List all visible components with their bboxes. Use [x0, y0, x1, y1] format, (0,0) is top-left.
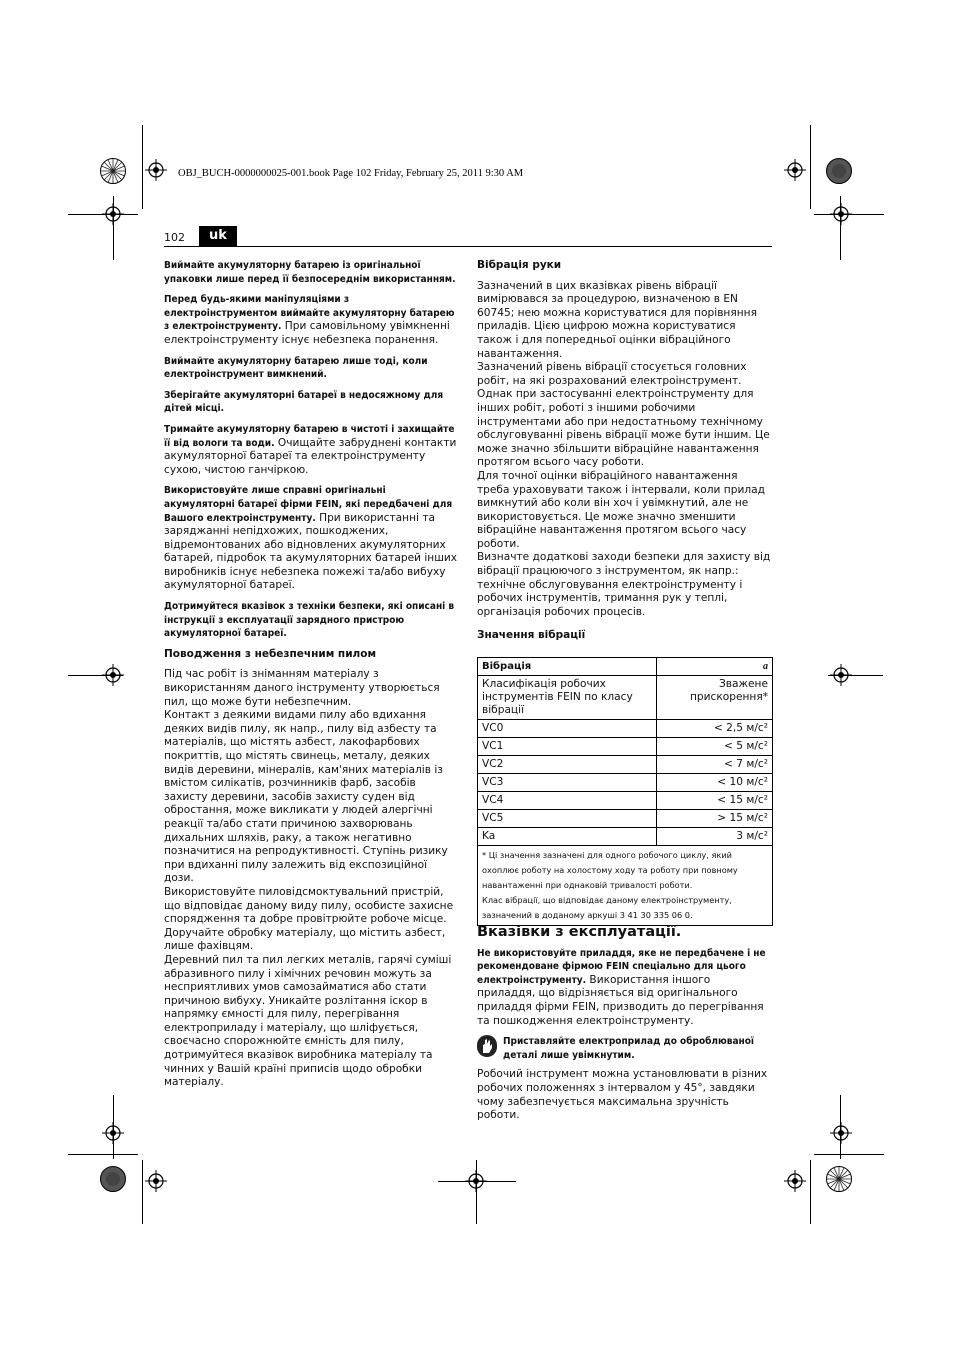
table-cell: VC4 [478, 792, 657, 810]
registration-mark-icon [145, 1170, 167, 1192]
footnote-text: Клас вібрації, що відповідає даному електроінструменту, зазначений в доданому аркуші 3 41 30 335 06 0. [482, 895, 732, 921]
table-cell: Класифікація робочих інструментів FEIN по класу вібрації [478, 676, 657, 720]
footnote-text: * Ці значення зазначені для одного робочого циклу, який охоплює роботу на холостому ходу та роботу при повному навантаженні при однаковій тривалості роботи. [482, 850, 738, 891]
safety-paragraph: Тримайте акумуляторну батарею в чистоті і захищайте її від вологи та води. Очищайте забруднені контакти акумуляторної батареї та електроінструменту сухою, чистою ганчіркою. [164, 423, 457, 476]
table-cell: < 10 м/с² [657, 774, 773, 792]
hand-attention-icon [477, 1035, 497, 1057]
page-number: 102 [164, 231, 185, 244]
table-row [478, 828, 773, 846]
attention-note [477, 1035, 771, 1062]
language-badge: uk [199, 226, 237, 246]
safety-paragraph: Використовуйте лише справні оригінальні акумуляторні батареї фірми FEIN, які передбачені для Вашого електроінструменту. При використанні та заряджанні непідхожих, пошкоджених, відремонтованих або відновлених акумуляторних батарей, підробок та акумуляторних батарей інших виробників існує небезпека пожежі та/або вибуху акумуляторної батареї. [164, 485, 458, 592]
color-rosette-icon [826, 1166, 852, 1192]
safety-paragraph: Перед будь-якими маніпуляціями з електроінструментом виймайте акумуляторну батарею з електроінструменту. При самовільному увімкненні електроінструменту існує небезпека поранення. [164, 294, 455, 346]
attention-text: Приставляйте електроприлад до оброблюваної деталі лише увімкнутим. [503, 1036, 754, 1061]
table-header-cell: Вібрація [478, 658, 657, 676]
registration-mark-icon [102, 1122, 124, 1144]
table-footnote [478, 846, 773, 926]
table-cell: < 7 м/с² [657, 756, 773, 774]
registration-mark-icon [102, 203, 124, 225]
safety-paragraph: Зберігайте акумуляторні батареї в недосяжному для дітей місці. [164, 389, 444, 415]
table-row [478, 792, 773, 810]
table-cell: Ka [478, 828, 657, 846]
body-paragraph: Деревний пил та пил легких металів, гарячі суміші абразивного пилу і хімічних речовин можуть за несприятливих умов самозайматися або стати причиною вибуху. Уникайте розлітання іскор в напрямку ємності для пилу, перегрівання електроприладу і матеріалу, що шліфується, своєчасно спорожнюйте ємність для пилу, дотримуйтеся вказівок виробника матеріалу та чинних у Вашій країні приписів щодо обробки матеріалу. [164, 953, 452, 1089]
color-rosette-icon [826, 158, 852, 184]
vibration-table [477, 657, 773, 926]
table-cell: < 5 м/с² [657, 738, 773, 756]
section-heading: Поводження з небезпечним пилом [164, 647, 377, 660]
registration-mark-icon [830, 664, 852, 686]
registration-mark-icon [465, 1170, 487, 1192]
section-heading: Вказівки з експлуатації. [477, 924, 682, 941]
header-divider [164, 246, 772, 247]
table-cell: VC1 [478, 738, 657, 756]
body-paragraph: Не використовуйте приладдя, яке не передбачене і не рекомендоване фірмою FEIN спеціально для цього електроінструменту. Використання іншого приладдя, що відрізняється від оригінального приладдя фірми FEIN, призводить до перегрівання та пошкодження електроінструменту. [477, 947, 766, 1027]
body-paragraph: Визначте додаткові заходи безпеки для захисту від вібрації працюючого з інструментом, як напр.: технічне обслуговування електроінструменту і робочих інструментів, тримання рук у теплі, організація робочих процесів. [477, 551, 771, 618]
registration-mark-icon [784, 159, 806, 181]
body-paragraph: Зазначений рівень вібрації стосується головних робіт, на які розрахований електроінструмент. Однак при застосуванні електроінструменту для інших робіт, роботі з іншими робочими інструментами або при недостатньому технічному обслуговуванні рівень вібрації може бути іншим. Це може значно збільшити вібраційне навантаження протягом всього часу роботи. [477, 361, 770, 469]
body-paragraph: Під час робіт із зніманням матеріалу з використанням даного інструменту утворюється пил, що може бути небезпечним. [164, 668, 440, 708]
safety-paragraph: Виймайте акумуляторну батарею із оригінальної упаковки лише перед її безпосереднім використанням. [164, 260, 456, 285]
body-paragraph: Зазначений в цих вказівках рівень вібрації вимірювався за процедурою, визначеною в EN 60745; нею можна користуватися для порівняння приладів. Цією цифрою можна користуватися також і для попередньої оцінки вібраційного навантаження. [477, 279, 757, 360]
body-paragraph: Для точної оцінки вібраційного навантаження треба ураховувати також і інтервали, коли прилад вимкнутий або коли він хоч і увімкнутий, але не використовується. Це може значно зменшити вібраційне навантаження протягом всього часу роботи. [477, 469, 765, 550]
table-cell: VC5 [478, 810, 657, 828]
table-cell: 3 м/с² [657, 828, 773, 846]
registration-mark-icon [830, 203, 852, 225]
table-cell: > 15 м/с² [657, 810, 773, 828]
table-cell: VC3 [478, 774, 657, 792]
body-paragraph: Використовуйте пиловідсмоктувальний пристрій, що відповідає даному виду пилу, особисте захисне спорядження та добре провітрюйте робоче місце. Доручайте обробку матеріалу, що містить азбест, лише фахівцям. [164, 885, 454, 953]
section-heading: Вібрація руки [477, 259, 562, 271]
table-cell: < 15 м/с² [657, 792, 773, 810]
registration-mark-icon [830, 1122, 852, 1144]
print-slug: OBJ_BUCH-0000000025-001.book Page 102 Friday, February 25, 2011 9:30 AM [178, 168, 524, 179]
color-rosette-icon [100, 1166, 126, 1192]
table-row [478, 774, 773, 792]
color-rosette-icon [100, 158, 126, 184]
body-paragraph: Робочий інструмент можна установлювати в різних робочих положеннях з інтервалом у 45°, завдяки чому забезпечується максимальна зручність роботи. [477, 1068, 768, 1122]
table-header-row [478, 658, 773, 676]
table-cell: < 2,5 м/с² [657, 720, 773, 738]
registration-mark-icon [102, 664, 124, 686]
table-cell: Зважене прискорення* [657, 676, 773, 720]
table-row [478, 676, 773, 720]
table-row [478, 738, 773, 756]
body-paragraph: Контакт з деякими видами пилу або вдихання деяких видів пилу, як напр., пилу від азбесту та матеріалів, що містять азбест, лакофарбових покриттів, що містять свинець, металу, деяких видів деревини, мінералів, кам'яних матеріалів із вмістом силікатів, розчинників фарб, засобів захисту деревини, засобів захисту суден від обростання, може викликати у людей алергічні реакції та/або стати причиною захворювань дихальних шляхів, раку, а також негативно позначитися на репродуктивності. Ступінь ризику при вдиханні пилу залежить від експозиційної дози. [164, 709, 448, 885]
table-row [478, 810, 773, 828]
section-heading: Значення вібрації [477, 629, 586, 642]
registration-mark-icon [145, 159, 167, 181]
safety-paragraph: Дотримуйтеся вказівок з техніки безпеки, які описані в інструкції з експлуатації зарядного пристрою акумуляторної батареї. [164, 601, 455, 640]
left-column [164, 259, 458, 1090]
table-cell: VC2 [478, 756, 657, 774]
table-row [478, 756, 773, 774]
table-footnote-row [478, 846, 773, 926]
right-column [477, 259, 771, 1123]
table-header-cell: a [657, 658, 773, 676]
registration-mark-icon [784, 1170, 806, 1192]
table-cell: VC0 [478, 720, 657, 738]
table-row [478, 720, 773, 738]
safety-paragraph: Виймайте акумуляторну батарею лише тоді, коли електроінструмент вимкнений. [164, 355, 428, 381]
